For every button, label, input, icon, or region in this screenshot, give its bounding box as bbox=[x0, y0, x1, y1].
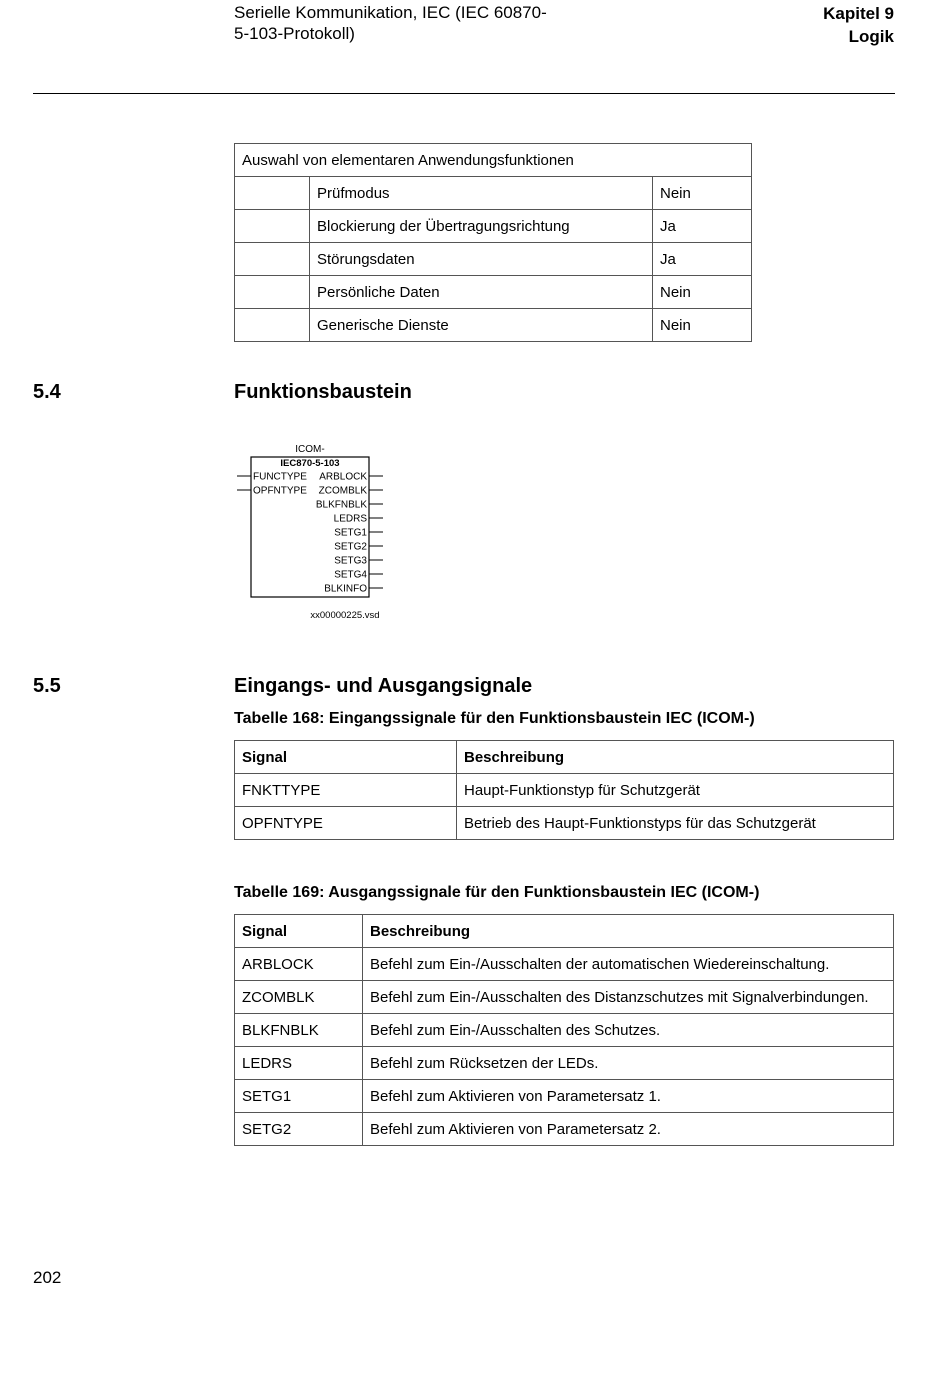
description-cell: Befehl zum Ein-/Ausschalten des Distanzschutzes mit Signalverbindungen. bbox=[363, 981, 894, 1014]
function-cell: Störungsdaten bbox=[310, 243, 653, 276]
section-number: 5.5 bbox=[33, 675, 61, 697]
column-header: Signal bbox=[235, 915, 363, 948]
output-pin-label: ARBLOCK bbox=[319, 471, 367, 483]
function-cell: Persönliche Daten bbox=[310, 276, 653, 309]
function-cell: Prüfmodus bbox=[310, 177, 653, 210]
signal-cell: SETG1 bbox=[235, 1080, 363, 1113]
header-title-line2: 5-103-Protokoll) bbox=[234, 24, 355, 43]
output-signals-table bbox=[234, 914, 894, 1146]
section-title: Funktionsbaustein bbox=[234, 381, 412, 403]
column-header: Signal bbox=[235, 741, 457, 774]
indent-cell bbox=[235, 276, 310, 309]
indent-cell bbox=[235, 309, 310, 342]
table-row bbox=[235, 177, 752, 210]
table-row bbox=[235, 948, 894, 981]
running-header-chapter bbox=[823, 2, 894, 48]
header-rule bbox=[33, 93, 895, 94]
output-pin-label: BLKFNBLK bbox=[315, 499, 367, 511]
diagram-file-label: xx00000225.vsd bbox=[310, 610, 380, 621]
header-title-line1: Serielle Kommunikation, IEC (IEC 60870- bbox=[234, 3, 547, 22]
table-row bbox=[235, 1080, 894, 1113]
output-pins bbox=[316, 472, 383, 595]
table-title-row bbox=[235, 144, 752, 177]
block-name-line1: ICOM- bbox=[295, 444, 325, 455]
indent-cell bbox=[235, 243, 310, 276]
indent-cell bbox=[235, 177, 310, 210]
table-row bbox=[235, 774, 894, 807]
chapter-number: Kapitel 9 bbox=[823, 4, 894, 23]
description-cell: Betrieb des Haupt-Funktionstyps für das Schutzgerät bbox=[457, 807, 894, 840]
description-cell: Befehl zum Rücksetzen der LEDs. bbox=[363, 1047, 894, 1080]
output-pin-label: SETG3 bbox=[334, 555, 367, 567]
section-title: Eingangs- und Ausgangsignale bbox=[234, 675, 533, 697]
input-pins bbox=[237, 472, 307, 497]
description-cell: Befehl zum Aktivieren von Parametersatz 1. bbox=[363, 1080, 894, 1113]
page-number: 202 bbox=[33, 1268, 62, 1287]
indent-cell bbox=[235, 210, 310, 243]
signal-cell: ARBLOCK bbox=[235, 948, 363, 981]
function-cell: Generische Dienste bbox=[310, 309, 653, 342]
column-header: Beschreibung bbox=[457, 741, 894, 774]
section-number: 5.4 bbox=[33, 381, 61, 403]
description-cell: Haupt-Funktionstyp für Schutzgerät bbox=[457, 774, 894, 807]
output-pin-label: BLKINFO bbox=[324, 583, 367, 595]
table-caption: Tabelle 169: Ausgangssignale für den Funktionsbaustein IEC (ICOM-) bbox=[234, 884, 760, 901]
output-pin-label: SETG4 bbox=[334, 569, 367, 581]
input-pin-label: OPFNTYPE bbox=[253, 485, 307, 497]
output-pin-label: ZCOMBLK bbox=[318, 485, 367, 497]
signal-cell: FNKTTYPE bbox=[235, 774, 457, 807]
description-cell: Befehl zum Ein-/Ausschalten der automatischen Wiedereinschaltung. bbox=[363, 948, 894, 981]
function-block-svg bbox=[230, 440, 400, 625]
table-title: Auswahl von elementaren Anwendungsfunktionen bbox=[235, 144, 752, 177]
signal-cell: OPFNTYPE bbox=[235, 807, 457, 840]
value-cell: Ja bbox=[653, 243, 752, 276]
table-row bbox=[235, 276, 752, 309]
table-row bbox=[235, 1113, 894, 1146]
table-header-row bbox=[235, 741, 894, 774]
table-row bbox=[235, 243, 752, 276]
table-row bbox=[235, 309, 752, 342]
input-pin-label: FUNCTYPE bbox=[253, 471, 307, 483]
description-cell: Befehl zum Aktivieren von Parametersatz 2. bbox=[363, 1113, 894, 1146]
block-name-line2: IEC870-5-103 bbox=[280, 458, 340, 469]
table-row bbox=[235, 1014, 894, 1047]
running-header-title bbox=[234, 2, 574, 44]
input-signals-table bbox=[234, 740, 894, 840]
column-header: Beschreibung bbox=[363, 915, 894, 948]
value-cell: Ja bbox=[653, 210, 752, 243]
table-row bbox=[235, 1047, 894, 1080]
value-cell: Nein bbox=[653, 276, 752, 309]
description-cell: Befehl zum Ein-/Ausschalten des Schutzes. bbox=[363, 1014, 894, 1047]
output-pin-label: SETG2 bbox=[334, 541, 367, 553]
function-cell: Blockierung der Übertragungsrichtung bbox=[310, 210, 653, 243]
signal-cell: ZCOMBLK bbox=[235, 981, 363, 1014]
table-row bbox=[235, 981, 894, 1014]
signal-cell: SETG2 bbox=[235, 1113, 363, 1146]
signal-cell: LEDRS bbox=[235, 1047, 363, 1080]
output-pin-label: SETG1 bbox=[334, 527, 367, 539]
output-pin-label: LEDRS bbox=[333, 513, 367, 525]
table-row bbox=[235, 210, 752, 243]
table-row bbox=[235, 807, 894, 840]
chapter-title: Logik bbox=[848, 27, 894, 46]
application-functions-table bbox=[234, 143, 752, 342]
table-caption: Tabelle 168: Eingangssignale für den Funktionsbaustein IEC (ICOM-) bbox=[234, 710, 755, 727]
signal-cell: BLKFNBLK bbox=[235, 1014, 363, 1047]
value-cell: Nein bbox=[653, 177, 752, 210]
function-block-diagram bbox=[230, 440, 400, 625]
table-header-row bbox=[235, 915, 894, 948]
value-cell: Nein bbox=[653, 309, 752, 342]
